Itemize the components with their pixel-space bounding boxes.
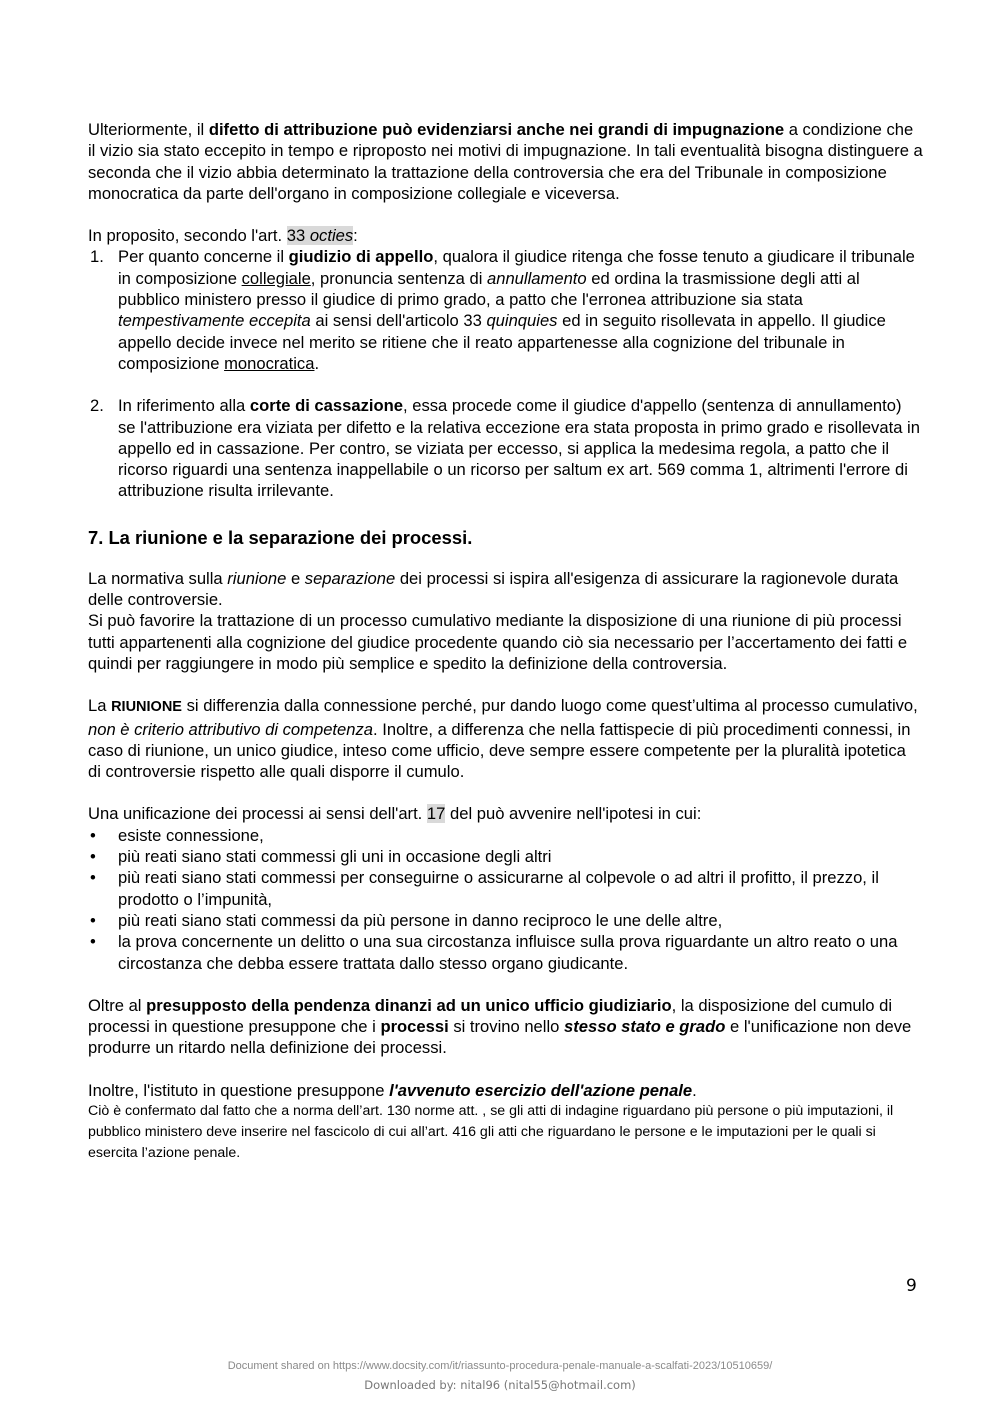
list-number: 2.: [90, 396, 104, 416]
highlight-reference: 33 octies: [286, 226, 354, 246]
paragraph-art-130-note: Ciò è confermato dal fatto che a norma dell’art. 130 norme att. , se gli atti di indagine riguardano più persone o più imputazioni, il pubblico ministero deve inserire nel fascicolo di cui all’art. 416 gli atti che riguardano le persone e le imputazioni per le quali si esercita l’azione penale.: [88, 1102, 894, 1161]
bullet-marker: •: [90, 825, 96, 845]
paragraph-unificazione: Una unificazione dei processi ai sensi dell'art. 17 del può avvenire nell'ipotesi in cui:: [88, 804, 702, 824]
paragraph-processo-cumulativo: Si può favorire la trattazione di un processo cumulativo mediante la disposizione di una riunione di più processi tutti appartenenti alla cognizione del giudice procedente quando ciò sia necessario per l’accertamento dei fatti e quindi per raggiungere in modo più semplice e spedito la definizione della controversia.: [88, 611, 908, 673]
list-item: 2. In riferimento alla corte di cassazione, essa procede come il giudice d'appello (sentenza di annullamento) se l'attribuzione era viziata per difetto e la relativa eccezione era stata proposta in primo grado e risollevata in appello ed in cassazione. Per contro, se viziata per eccesso, si applica la medesima regola, a patto che il ricorso riguardi una sentenza inappellabile o un ricorso per saltum ex art. 569 comma 1, altrimenti l'errore di attribuzione risulta irrilevante.: [90, 396, 920, 501]
list-item: • più reati siano stati commessi da più persone in danno reciproco le une delle altre,: [90, 910, 723, 930]
small-caps-term: RIUNIONE: [111, 699, 182, 716]
paragraph-presupposto: Oltre al presupposto della pendenza dinanzi ad un unico ufficio giudiziario, la disposizione del cumulo di processi in questione presuppone che i processi si trovino nello stesso stato e grado e l'unificazione non deve produrre un ritardo nella definizione dei processi.: [88, 995, 912, 1058]
list-item: • esiste connessione,: [90, 825, 264, 845]
paragraph-art-33-octies: In proposito, secondo l'art. 33 octies:: [88, 226, 358, 246]
paragraph-attribution-defect: Ulteriormente, il difetto di attribuzione può evidenziarsi anche nei grandi di impugnazione a condizione che il vizio sia stato eccepito in tempo e riproposto nei motivi di impugnazione. In tali eventualità bisogna distinguere a seconda che il vizio abbia determinato la trattazione della controversia che era del Tribunale in composizione monocratica da parte dell'organo in composizione collegiale e viceversa.: [88, 120, 923, 203]
list-item: • la prova concernente un delitto o una sua circostanza influisce sulla prova riguardante un altro reato o una circostanza che debba essere trattata dallo stesso organo giudicante.: [90, 932, 898, 973]
page-number: 9: [906, 1276, 917, 1296]
highlight-reference: 17: [426, 804, 446, 824]
footer-shared-link[interactable]: Document shared on https://www.docsity.com/it/riassunto-procedura-penale-manuale-a-scalfati-2023/10510659/: [227, 1360, 773, 1372]
numbered-list: [88, 246, 923, 501]
bullet-marker: •: [90, 847, 96, 867]
paragraph-riunione-separazione: La normativa sulla riunione e separazione dei processi si ispira all'esigenza di assicurare la ragionevole durata delle controversie.: [88, 568, 899, 610]
bullet-marker: •: [90, 910, 96, 930]
bullet-marker: •: [90, 868, 96, 888]
list-number: 1.: [90, 247, 104, 267]
section-heading: 7. La riunione e la separazione dei processi.: [88, 526, 473, 548]
bullet-list: [88, 825, 923, 974]
list-item: • più reati siano stati commessi gli uni in occasione degli altri: [90, 847, 552, 867]
bullet-marker: •: [90, 932, 96, 952]
paragraph-azione-penale: Inoltre, l'istituto in questione presuppone l'avvenuto esercizio dell'azione penale.: [88, 1080, 697, 1100]
paragraph-riunione: La RIUNIONE si differenzia dalla connessione perché, pur dando luogo come quest’ultima al processo cumulativo, non è criterio attributivo di competenza. Inoltre, a differenza che nella fattispecie di più procedimenti connessi, in caso di riunione, un unico giudice, inteso come ufficio, deve sempre essere competente per la pluralità ipotetica di controversie rispetto alle quali disporre il cumulo.: [88, 696, 918, 782]
list-item: 1. Per quanto concerne il giudizio di appello, qualora il giudice ritenga che fosse tenuto a giudicare il tribunale in composizione collegiale, pronuncia sentenza di annullamento ed ordina la trasmissione degli atti al pubblico ministero presso il giudice di primo grado, a patto che l'erronea attribuzione sia stata tempestivamente eccepita ai sensi dell'articolo 33 quinquies ed in seguito risollevata in appello. Il giudice appello decide invece nel merito se ritiene che il reato appartenesse alla cognizione del tribunale in composizione monocratica.: [90, 247, 915, 373]
footer-downloaded-by: Downloaded by: nital96 (nital55@hotmail.com): [364, 1378, 636, 1392]
bold-text: difetto di attribuzione può evidenziarsi anche nei grandi di impugnazione: [208, 120, 785, 139]
page-body: [88, 119, 923, 1164]
list-item: • più reati siano stati commessi per conseguirne o assicurarne al colpevole o ad altri il profitto, il prezzo, il prodotto o l’impunità,: [90, 868, 879, 909]
